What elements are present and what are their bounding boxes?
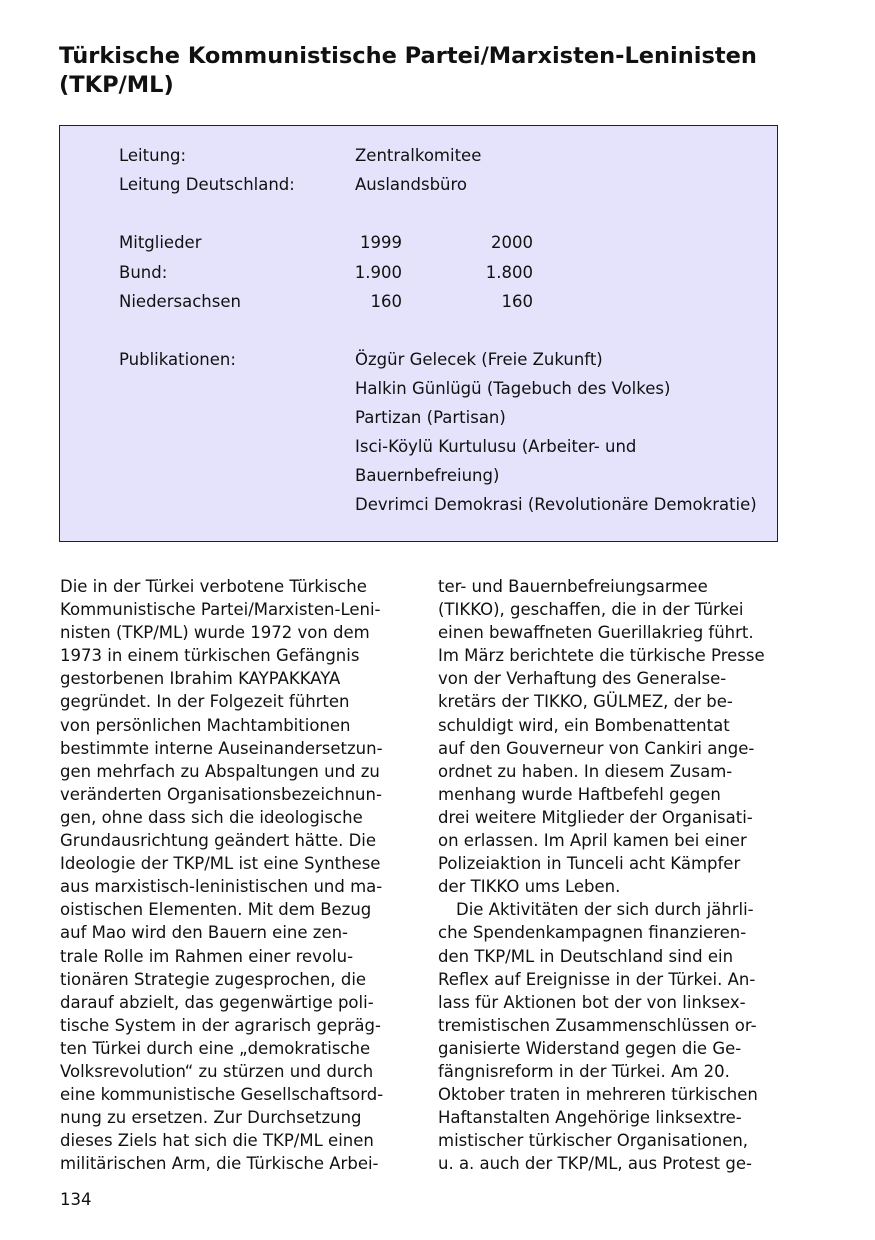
publication-line: Bauernbefreiung) [355,466,500,485]
text-line: einen bewaffneten Guerillakrieg führt. [438,623,754,643]
text-line: ganisierte Widerstand gegen die Ge- [438,1038,742,1058]
publications-label: Publikationen: [119,350,236,369]
text-line: Ideologie der TKP/ML ist eine Synthese [60,854,381,874]
text-line: eine kommunistische Gesellschaftsord- [60,1085,384,1105]
text-line: ten Türkei durch eine „demokratische [60,1038,371,1058]
publication-line: Isci-Köylü Kurtulusu (Arbeiter- und [355,437,637,456]
publication-line: Halkin Günlügü (Tagebuch des Volkes) [355,379,671,398]
text-line: nung zu ersetzen. Zur Durchsetzung [60,1108,362,1128]
members-row-value-1999: 1.900 [354,263,402,282]
text-line: oistischen Elementen. Mit dem Bezug [60,900,372,920]
text-line: ter- und Bauernbefreiungsarmee [438,577,708,596]
publication-line: Partizan (Partisan) [355,408,506,427]
text-line: Volksrevolution“ zu stürzen und durch [60,1061,374,1081]
text-line: lass für Aktionen bot der von linksex- [438,992,746,1012]
body-column-left [60,575,420,1175]
text-line: mistischer türkischer Organisationen, [438,1131,749,1151]
page-title [59,42,819,100]
text-line: gegründet. In der Folgezeit führten [60,692,350,712]
text-line: menhang wurde Haftbefehl gegen [438,784,721,804]
text-line: aus marxistisch-leninistischen und ma- [60,877,383,897]
text-line: 1973 in einem türkischen Gefängnis [60,646,360,666]
leitung-label: Leitung: [119,146,187,165]
text-line: von persönlichen Machtambitionen [60,715,351,735]
text-line: Grundausrichtung geändert hätte. Die [60,831,377,851]
members-year-1999: 1999 [360,233,402,252]
publication-line: Özgür Gelecek (Freie Zukunft) [355,350,603,369]
text-line: Reflex auf Ereignisse in der Türkei. An- [438,969,756,989]
text-line: Kommunistische Partei/Marxisten-Leni- [60,600,381,620]
text-line: on erlassen. Im April kamen bei einer [438,831,747,851]
text-line: von der Verhaftung des Generalse- [438,669,727,689]
text-line: tionären Strategie zugesprochen, die [60,969,367,989]
text-line: drei weitere Mitglieder der Organisati- [438,807,753,827]
text-line: Die in der Türkei verbotene Türkische [60,577,367,596]
text-line: kretärs der TIKKO, GÜLMEZ, der be- [438,692,733,712]
page-number: 134 [60,1190,92,1209]
members-row-value-2000: 1.800 [485,263,533,282]
text-line: (TIKKO), geschaffen, die in der Türkei [438,600,744,620]
members-label: Mitglieder [119,233,202,252]
info-box [59,125,778,542]
members-year-2000: 2000 [491,233,533,252]
text-line: u. a. auch der TKP/ML, aus Protest ge- [438,1154,752,1174]
members-row-label: Bund: [119,263,168,282]
text-line: trale Rolle im Rahmen einer revolu- [60,946,354,966]
text-line: Haftanstalten Angehörige linksextre- [438,1108,742,1128]
text-line: tremistischen Zusammenschlüssen or- [438,1015,757,1035]
text-line: darauf abzielt, das gegenwärtige poli- [60,992,374,1012]
text-line: nisten (TKP/ML) wurde 1972 von dem [60,623,370,643]
title-line-2: (TKP/ML) [59,72,174,98]
text-line: schuldigt wird, ein Bombenattentat [438,715,730,735]
leitung-deutschland-value: Auslandsbüro [355,175,468,194]
text-line: Im März berichtete die türkische Presse [438,646,765,666]
members-row-value-2000: 160 [501,292,533,311]
leitung-value: Zentralkomitee [355,146,482,165]
text-line: gen mehrfach zu Abspaltungen und zu [60,761,380,781]
text-line: gestorbenen Ibrahim KAYPAKKAYA [60,669,341,689]
text-line: ordnet zu haben. In diesem Zusam- [438,761,733,781]
body-column-right [438,575,798,1175]
text-line: auf den Gouverneur von Cankiri ange- [438,738,755,758]
publication-line: Devrimci Demokrasi (Revolutionäre Demokratie) [355,495,757,514]
text-line: che Spendenkampagnen finanzieren- [438,923,747,943]
text-line: tische System in der agrarisch gepräg- [60,1015,381,1035]
text-line: der TIKKO ums Leben. [438,877,621,897]
title-line-1: Türkische Kommunistische Partei/Marxisten-Leninisten [59,43,757,69]
text-line: bestimmte interne Auseinandersetzun- [60,738,383,758]
members-row-label: Niedersachsen [119,292,241,311]
text-line: veränderten Organisationsbezeichnun- [60,784,382,804]
text-line: Oktober traten in mehreren türkischen [438,1085,758,1105]
text-line: fängnisreform in der Türkei. Am 20. [438,1061,730,1081]
text-line: den TKP/ML in Deutschland sind ein [438,946,734,966]
leitung-deutschland-label: Leitung Deutschland: [119,175,295,194]
text-line: dieses Ziels hat sich die TKP/ML einen [60,1131,374,1151]
members-row-value-1999: 160 [370,292,402,311]
text-line: gen, ohne dass sich die ideologische [60,807,363,827]
text-line: militärischen Arm, die Türkische Arbei- [60,1154,379,1174]
text-line: Polizeiaktion in Tunceli acht Kämpfer [438,854,741,874]
text-line: Die Aktivitäten der sich durch jährli- [456,900,754,920]
text-line: auf Mao wird den Bauern eine zen- [60,923,348,943]
